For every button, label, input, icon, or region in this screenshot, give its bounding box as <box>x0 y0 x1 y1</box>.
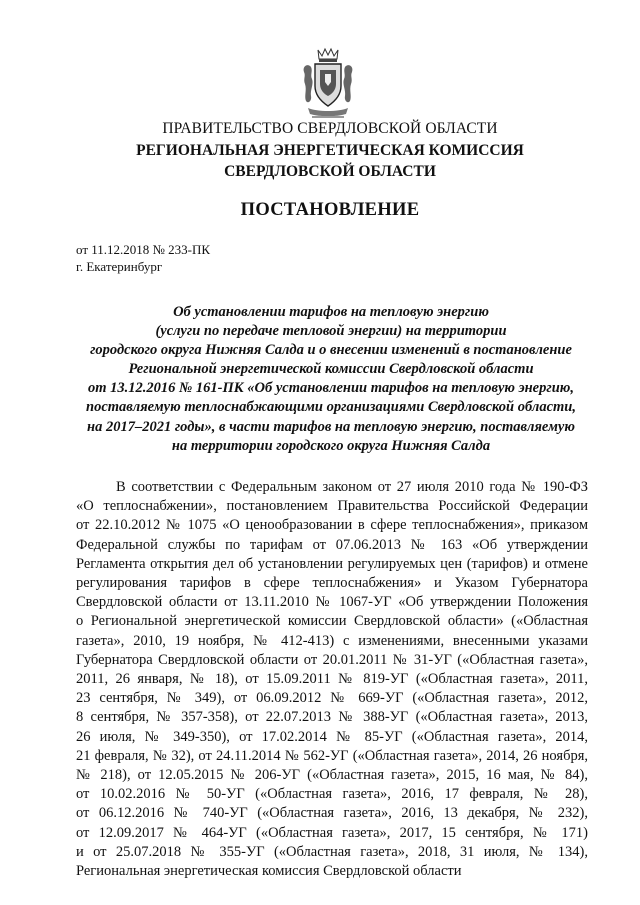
commission-name: РЕГИОНАЛЬНАЯ ЭНЕРГЕТИЧЕСКАЯ КОМИССИЯ <box>136 142 524 159</box>
body-line: Регламента открытия дел об установлении регулируемых цен (тарифов) и отмене <box>76 555 588 572</box>
subject-line: Об установлении тарифов на тепловую энергию <box>173 304 489 320</box>
body-line: Федеральной службы по тарифам от 07.06.2013 № 163 «Об утверждении <box>76 536 588 553</box>
body-line: Свердловской области от 13.11.2010 № 1067-УГ «Об утверждении Положения <box>76 594 588 611</box>
body-line: газета», 2010, 19 ноября, № 412-413) с изменениями, внесенными указами <box>76 632 588 649</box>
document-type-title: ПОСТАНОВЛЕНИЕ <box>240 200 420 220</box>
body-line: 8 сентября, № 357-358), от 22.07.2013 № 388-УГ («Областная газета», 2013, <box>76 709 588 726</box>
document-subject <box>70 303 592 456</box>
preamble-paragraph <box>76 478 588 881</box>
body-line: о Региональной энергетической комиссии Свердловской области» («Областная <box>76 613 588 630</box>
body-line: 26 июля, № 349-350), от 17.02.2014 № 85-УГ («Областная газета», 2014, <box>76 728 588 745</box>
body-line: регулирования тарифов в сфере теплоснабжения» и Указом Губернатора <box>76 575 588 592</box>
body-line: № 218), от 12.05.2015 № 206-УГ («Областная газета», 2015, 16 мая, № 84), <box>76 767 588 784</box>
subject-line: на 2017–2021 годы», в части тарифов на тепловую энергию, поставляемую <box>87 418 575 435</box>
body-line: 23 сентября, № 349), от 06.09.2012 № 669-УГ («Областная газета», 2012, <box>76 690 588 707</box>
subject-line: (услуги по передаче тепловой энергии) на территории <box>155 323 507 340</box>
subject-line: Региональной энергетической комиссии Свердловской области <box>128 361 534 378</box>
body-line: от 06.12.2016 № 740-УГ («Областная газета», 2016, 13 декабря, № 232), <box>76 805 588 822</box>
subject-line: от 13.12.2016 № 161-ПК «Об установлении тарифов на тепловую энергию, <box>88 380 574 397</box>
body-line: Губернатора Свердловской области от 20.01.2011 № 31-УГ («Областная газета», <box>76 651 588 668</box>
body-line: 2011, 26 января, № 18), от 15.09.2011 № 819-УГ («Областная газета», 2011, <box>76 671 588 688</box>
body-line: «О теплоснабжении», постановлением Правительства Российской Федерации <box>76 498 588 515</box>
government-name: ПРАВИТЕЛЬСТВО СВЕРДЛОВСКОЙ ОБЛАСТИ <box>162 120 498 137</box>
body-line: и от 25.07.2018 № 355-УГ («Областная газета», 2018, 31 июля, № 134), <box>76 843 588 860</box>
document-date-number: от 11.12.2018 № 233-ПК <box>76 242 211 257</box>
body-line: от 22.10.2012 № 1075 «О ценообразовании в сфере теплоснабжения», приказом <box>76 517 588 534</box>
commission-region: СВЕРДЛОВСКОЙ ОБЛАСТИ <box>224 163 436 180</box>
subject-line: городского округа Нижняя Салда и о внесении изменений в постановление <box>90 342 572 359</box>
body-line: 21 февраля, № 32), от 24.11.2014 № 562-УГ («Областная газета», 2014, 26 ноября, <box>76 747 588 764</box>
body-line: от 12.09.2017 № 464-УГ («Областная газета», 2017, 15 сентября, № 171) <box>76 824 588 841</box>
sverdlovsk-coat-of-arms-icon <box>300 46 356 120</box>
document-city: г. Екатеринбург <box>76 259 163 274</box>
body-line: Региональная энергетическая комиссия Свердловской области <box>76 863 462 880</box>
body-line: от 10.02.2016 № 50-УГ («Областная газета», 2016, 17 февраля, № 28), <box>76 786 588 803</box>
subject-line: поставляемую теплоснабжающими организациями Свердловской области, <box>86 399 576 416</box>
subject-line: на территории городского округа Нижняя Салда <box>171 437 491 454</box>
body-line: В соответствии с Федеральным законом от 27 июля 2010 года № 190-ФЗ <box>116 479 588 495</box>
